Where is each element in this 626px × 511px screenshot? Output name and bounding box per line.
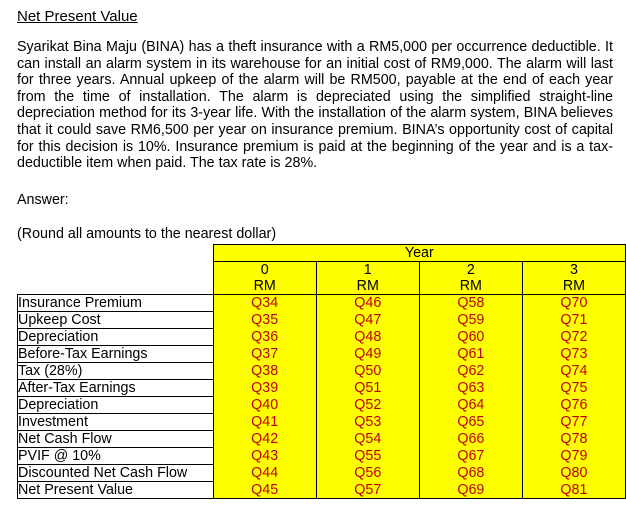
row-label: Depreciation xyxy=(18,329,214,346)
answer-cell: Q35 xyxy=(213,312,316,329)
answer-cell: Q44 xyxy=(213,465,316,482)
answer-cell: Q45 xyxy=(213,482,316,499)
answer-cell: Q78 xyxy=(522,431,625,448)
answer-cell: Q66 xyxy=(419,431,522,448)
currency-cell: RM xyxy=(316,278,419,295)
answer-cell: Q62 xyxy=(419,363,522,380)
table-row xyxy=(18,482,626,499)
row-label: Insurance Premium xyxy=(18,295,214,312)
answer-cell: Q59 xyxy=(419,312,522,329)
year-1-header: 1 xyxy=(316,262,419,279)
answer-cell: Q57 xyxy=(316,482,419,499)
answer-cell: Q42 xyxy=(213,431,316,448)
table-row xyxy=(18,346,626,363)
answer-cell: Q43 xyxy=(213,448,316,465)
table-row xyxy=(18,380,626,397)
answer-cell: Q34 xyxy=(213,295,316,312)
blank-header-cell xyxy=(18,245,214,262)
npv-table xyxy=(17,244,626,499)
currency-cell: RM xyxy=(522,278,625,295)
row-label: Net Cash Flow xyxy=(18,431,214,448)
row-label: Net Present Value xyxy=(18,482,214,499)
row-label: Upkeep Cost xyxy=(18,312,214,329)
table-row xyxy=(18,448,626,465)
page-title: Net Present Value xyxy=(17,8,138,25)
answer-cell: Q67 xyxy=(419,448,522,465)
npv-table-body xyxy=(18,245,626,499)
row-label: After-Tax Earnings xyxy=(18,380,214,397)
answer-cell: Q47 xyxy=(316,312,419,329)
answer-cell: Q72 xyxy=(522,329,625,346)
table-row xyxy=(18,397,626,414)
answer-cell: Q70 xyxy=(522,295,625,312)
answer-cell: Q74 xyxy=(522,363,625,380)
question-paragraph: Syarikat Bina Maju (BINA) has a theft insurance with a RM5,000 per occurrence deductible. It can install an alarm system in its warehouse for an initial cost of RM9,000. The alarm will last for three years. Annual upkeep of the alarm will be RM500, payable at the end of each year from the time of installation. The alarm is depreciated using the simplified straight-line depreciation method for its 3-year life. With the installation of the alarm system, BINA believes that it could save RM6,500 per year on insurance premium. BINA’s opportunity cost of capital for this decision is 10%. Insurance premium is paid at the beginning of the year and is a tax-deductible item when paid. The tax rate is 28%. xyxy=(17,39,613,172)
answer-cell: Q75 xyxy=(522,380,625,397)
answer-cell: Q61 xyxy=(419,346,522,363)
answer-cell: Q76 xyxy=(522,397,625,414)
row-label: Investment xyxy=(18,414,214,431)
answer-cell: Q48 xyxy=(316,329,419,346)
answer-cell: Q39 xyxy=(213,380,316,397)
table-row xyxy=(18,312,626,329)
answer-cell: Q80 xyxy=(522,465,625,482)
row-label: Tax (28%) xyxy=(18,363,214,380)
answer-cell: Q49 xyxy=(316,346,419,363)
table-row xyxy=(18,329,626,346)
year-2-header: 2 xyxy=(419,262,522,279)
answer-cell: Q50 xyxy=(316,363,419,380)
year-0-header: 0 xyxy=(213,262,316,279)
blank-header-cell xyxy=(18,262,214,279)
answer-cell: Q63 xyxy=(419,380,522,397)
year-number-row xyxy=(18,262,626,279)
table-row xyxy=(18,363,626,380)
row-label: PVIF @ 10% xyxy=(18,448,214,465)
currency-cell: RM xyxy=(213,278,316,295)
year-header: Year xyxy=(213,245,625,262)
answer-cell: Q56 xyxy=(316,465,419,482)
answer-cell: Q46 xyxy=(316,295,419,312)
answer-cell: Q64 xyxy=(419,397,522,414)
table-row xyxy=(18,431,626,448)
answer-cell: Q52 xyxy=(316,397,419,414)
answer-label: Answer: xyxy=(17,192,69,208)
currency-row xyxy=(18,278,626,295)
answer-cell: Q41 xyxy=(213,414,316,431)
year-header-row xyxy=(18,245,626,262)
answer-cell: Q77 xyxy=(522,414,625,431)
blank-header-cell xyxy=(18,278,214,295)
table-row xyxy=(18,465,626,482)
row-label: Discounted Net Cash Flow xyxy=(18,465,214,482)
answer-cell: Q65 xyxy=(419,414,522,431)
answer-cell: Q68 xyxy=(419,465,522,482)
answer-cell: Q36 xyxy=(213,329,316,346)
answer-cell: Q51 xyxy=(316,380,419,397)
answer-cell: Q79 xyxy=(522,448,625,465)
answer-cell: Q73 xyxy=(522,346,625,363)
answer-cell: Q53 xyxy=(316,414,419,431)
answer-cell: Q55 xyxy=(316,448,419,465)
currency-cell: RM xyxy=(419,278,522,295)
answer-cell: Q69 xyxy=(419,482,522,499)
answer-cell: Q58 xyxy=(419,295,522,312)
table-row xyxy=(18,295,626,312)
row-label: Before-Tax Earnings xyxy=(18,346,214,363)
table-row xyxy=(18,414,626,431)
answer-cell: Q71 xyxy=(522,312,625,329)
row-label: Depreciation xyxy=(18,397,214,414)
answer-cell: Q37 xyxy=(213,346,316,363)
answer-cell: Q81 xyxy=(522,482,625,499)
answer-cell: Q40 xyxy=(213,397,316,414)
answer-cell: Q54 xyxy=(316,431,419,448)
rounding-note: (Round all amounts to the nearest dollar) xyxy=(17,226,277,242)
answer-cell: Q60 xyxy=(419,329,522,346)
answer-cell: Q38 xyxy=(213,363,316,380)
year-3-header: 3 xyxy=(522,262,625,279)
